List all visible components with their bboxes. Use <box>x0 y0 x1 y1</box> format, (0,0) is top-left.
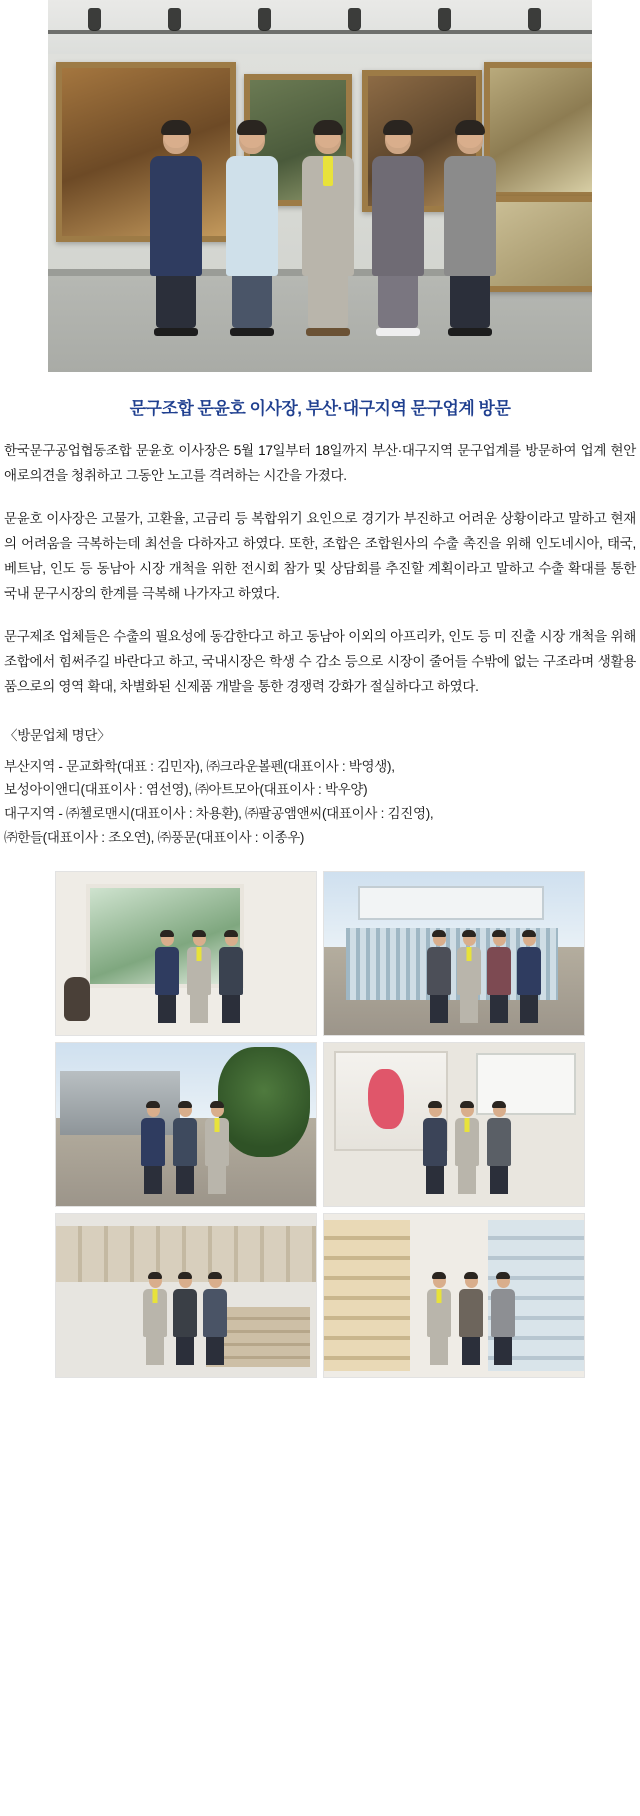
gallery-ceiling <box>48 0 592 55</box>
spotlight-icon <box>528 8 541 30</box>
person-figure <box>170 1274 200 1365</box>
person-figure <box>514 932 544 1023</box>
person-figure <box>202 1103 232 1194</box>
photo-grid <box>0 871 640 1378</box>
person-figure <box>138 1103 168 1194</box>
hero-photo <box>48 0 592 372</box>
photo-thumbnail <box>323 1042 585 1207</box>
spotlight-icon <box>438 8 451 30</box>
spotlight-icon <box>258 8 271 30</box>
person-figure <box>220 124 284 336</box>
visit-list-line: 부산지역 - 문교화학(대표 : 김민자), ㈜크라운볼펜(대표이사 : 박영생), <box>4 758 395 774</box>
person-figure <box>456 1274 486 1365</box>
person-figure <box>452 1103 482 1194</box>
track-light-rail <box>48 30 592 34</box>
person-figure <box>184 932 214 1023</box>
visit-list-line: 대구지역 - ㈜첼로맨시(대표이사 : 차용환), ㈜팔공앰앤씨(대표이사 : 김진영), <box>4 805 434 821</box>
person-figure <box>488 1274 518 1365</box>
korea-map-graphic <box>368 1069 404 1129</box>
person-figure <box>144 124 208 336</box>
person-figure <box>152 932 182 1023</box>
spotlight-icon <box>168 8 181 30</box>
person-figure <box>216 932 246 1023</box>
visit-list-heading: 〈방문업체 명단〉 <box>4 727 111 743</box>
company-signboard <box>358 886 544 920</box>
article-paragraph: 문구제조 업체들은 수출의 필요성에 동감한다고 하고 동남아 이외의 아프리카, 인도 등 미 진출 시장 개척을 위해 조합에서 힘써주길 바란다고 하고, 국내시장은 학생 수 감소 등으로 시장이 줄어들 수밖에 없는 구조라며 생활용품으로의 영역 확대, 차별화된 신제품 개발을 통한 경쟁력 강화가 절실하다고 하였다. <box>4 628 636 694</box>
person-figure <box>170 1103 200 1194</box>
visit-list-line: ㈜한들(대표이사 : 조오연), ㈜풍문(대표이사 : 이종우) <box>4 829 305 845</box>
person-figure <box>200 1274 230 1365</box>
yellow-tie-icon <box>323 156 333 186</box>
product-shelf <box>324 1220 410 1371</box>
article-title: 문구조합 문윤호 이사장, 부산·대구지역 문구업계 방문 <box>129 399 511 418</box>
person-figure <box>484 932 514 1023</box>
article-paragraph: 문윤호 이사장은 고물가, 고환율, 고금리 등 복합위기 요인으로 경기가 부진하고 어려운 상황이라고 말하고 현재의 어려움을 극복하는데 최선을 다하자고 하였다. 또한, 조합은 조합원사의 수출 촉진을 위해 인도네시아, 태국, 베트남, 인도 등 동남아 시장 개척을 위한 전시회 참가 및 상담회를 추진할 계획이라고 말하고 수출 확대를 통한 국내 문구시장의 한계를 극복해 나가자고 하였다. <box>4 510 636 601</box>
visit-list-line: 보성아이앤디(대표이사 : 염선영), ㈜아트모아(대표이사 : 박우양) <box>4 782 368 798</box>
person-figure <box>454 932 484 1023</box>
photo-thumbnail <box>323 1213 585 1378</box>
person-figure <box>296 124 360 336</box>
spotlight-icon <box>348 8 361 30</box>
photo-thumbnail <box>323 871 585 1036</box>
photo-thumbnail <box>55 1042 317 1207</box>
person-figure <box>420 1103 450 1194</box>
person-figure <box>438 124 502 336</box>
ceramic-pot <box>64 977 90 1021</box>
photo-thumbnail <box>55 871 317 1036</box>
person-figure <box>484 1103 514 1194</box>
article-body <box>0 439 640 849</box>
person-figure <box>366 124 430 336</box>
person-figure <box>140 1274 170 1365</box>
spotlight-icon <box>88 8 101 30</box>
person-figure <box>424 1274 454 1365</box>
photo-thumbnail <box>55 1213 317 1378</box>
article-paragraph: 한국문구공업협동조합 문윤호 이사장은 5월 17일부터 18일까지 부산·대구지역 문구업계를 방문하여 업계 현안 애로의견을 청취하고 그동안 노고를 격려하는 시간을 가졌다. <box>4 443 636 483</box>
person-figure <box>424 932 454 1023</box>
